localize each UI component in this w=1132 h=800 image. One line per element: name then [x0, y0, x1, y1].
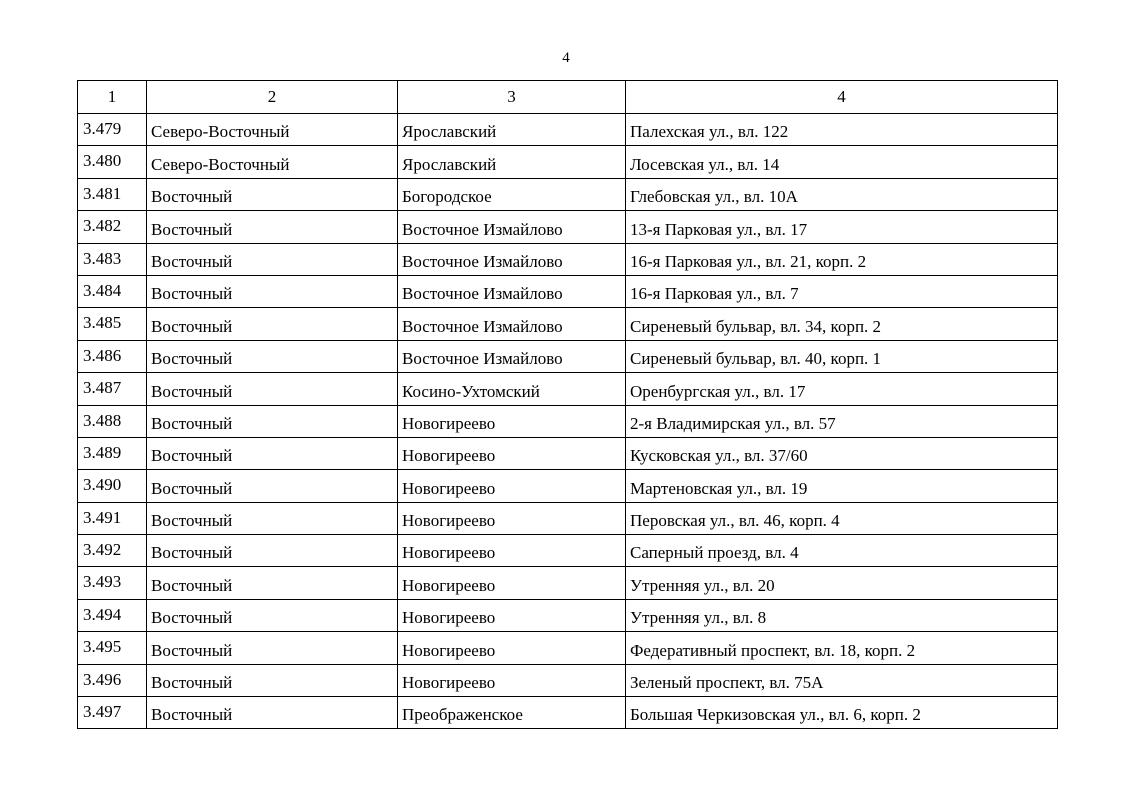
area-cell: Новогиреево: [398, 405, 626, 437]
address-cell: Утренняя ул., вл. 20: [626, 567, 1058, 599]
row-number-cell: 3.487: [78, 373, 147, 405]
row-number-cell: 3.486: [78, 340, 147, 372]
table-row: [78, 502, 1058, 534]
address-cell: Лосевская ул., вл. 14: [626, 146, 1058, 178]
area-cell: Ярославский: [398, 146, 626, 178]
address-cell: 13-я Парковая ул., вл. 17: [626, 211, 1058, 243]
area-cell: Восточное Измайлово: [398, 340, 626, 372]
row-number-cell: 3.490: [78, 470, 147, 502]
table-row: [78, 146, 1058, 178]
district-cell: Восточный: [147, 405, 398, 437]
header-row: [78, 81, 1058, 114]
area-cell: Восточное Измайлово: [398, 211, 626, 243]
area-cell: Богородское: [398, 178, 626, 210]
address-cell: Палехская ул., вл. 122: [626, 114, 1058, 146]
table-row: [78, 243, 1058, 275]
row-number-cell: 3.494: [78, 599, 147, 631]
row-number-cell: 3.482: [78, 211, 147, 243]
area-cell: Преображенское: [398, 697, 626, 729]
table-row: [78, 373, 1058, 405]
row-number-cell: 3.485: [78, 308, 147, 340]
area-cell: Новогиреево: [398, 599, 626, 631]
row-number-cell: 3.492: [78, 535, 147, 567]
district-cell: Восточный: [147, 535, 398, 567]
district-cell: Восточный: [147, 664, 398, 696]
address-cell: Зеленый проспект, вл. 75А: [626, 664, 1058, 696]
district-cell: Восточный: [147, 178, 398, 210]
district-cell: Восточный: [147, 697, 398, 729]
table-row: [78, 599, 1058, 631]
row-number-cell: 3.480: [78, 146, 147, 178]
area-cell: Новогиреево: [398, 502, 626, 534]
table-row: [78, 178, 1058, 210]
area-cell: Новогиреево: [398, 535, 626, 567]
district-cell: Восточный: [147, 567, 398, 599]
area-cell: Новогиреево: [398, 437, 626, 469]
address-table: [77, 80, 1058, 729]
row-number-cell: 3.497: [78, 697, 147, 729]
area-cell: Новогиреево: [398, 567, 626, 599]
district-cell: Восточный: [147, 340, 398, 372]
row-number-cell: 3.483: [78, 243, 147, 275]
row-number-cell: 3.493: [78, 567, 147, 599]
district-cell: Восточный: [147, 275, 398, 307]
table-row: [78, 697, 1058, 729]
table-row: [78, 437, 1058, 469]
table-row: [78, 340, 1058, 372]
column-header: 2: [147, 81, 398, 114]
district-cell: Восточный: [147, 211, 398, 243]
district-cell: Северо-Восточный: [147, 114, 398, 146]
address-cell: Сиреневый бульвар, вл. 34, корп. 2: [626, 308, 1058, 340]
district-cell: Северо-Восточный: [147, 146, 398, 178]
table-row: [78, 211, 1058, 243]
address-cell: Перовская ул., вл. 46, корп. 4: [626, 502, 1058, 534]
district-cell: Восточный: [147, 437, 398, 469]
address-cell: 16-я Парковая ул., вл. 7: [626, 275, 1058, 307]
address-cell: Мартеновская ул., вл. 19: [626, 470, 1058, 502]
table-row: [78, 535, 1058, 567]
row-number-cell: 3.484: [78, 275, 147, 307]
table-row: [78, 664, 1058, 696]
district-cell: Восточный: [147, 632, 398, 664]
district-cell: Восточный: [147, 243, 398, 275]
row-number-cell: 3.479: [78, 114, 147, 146]
area-cell: Восточное Измайлово: [398, 308, 626, 340]
row-number-cell: 3.489: [78, 437, 147, 469]
table-row: [78, 114, 1058, 146]
address-cell: Глебовская ул., вл. 10А: [626, 178, 1058, 210]
address-cell: Кусковская ул., вл. 37/60: [626, 437, 1058, 469]
area-cell: Новогиреево: [398, 470, 626, 502]
area-cell: Косино-Ухтомский: [398, 373, 626, 405]
table-row: [78, 567, 1058, 599]
table-row: [78, 275, 1058, 307]
district-cell: Восточный: [147, 502, 398, 534]
row-number-cell: 3.491: [78, 502, 147, 534]
table-body: [78, 114, 1058, 729]
page-number: 4: [562, 50, 570, 66]
table-row: [78, 308, 1058, 340]
address-cell: 16-я Парковая ул., вл. 21, корп. 2: [626, 243, 1058, 275]
area-cell: Ярославский: [398, 114, 626, 146]
table-row: [78, 470, 1058, 502]
address-cell: Федеративный проспект, вл. 18, корп. 2: [626, 632, 1058, 664]
area-cell: Новогиреево: [398, 664, 626, 696]
column-header: 1: [78, 81, 147, 114]
address-cell: Утренняя ул., вл. 8: [626, 599, 1058, 631]
address-cell: Большая Черкизовская ул., вл. 6, корп. 2: [626, 697, 1058, 729]
column-header: 3: [398, 81, 626, 114]
district-cell: Восточный: [147, 373, 398, 405]
area-cell: Восточное Измайлово: [398, 275, 626, 307]
address-cell: Сиреневый бульвар, вл. 40, корп. 1: [626, 340, 1058, 372]
address-cell: Оренбургская ул., вл. 17: [626, 373, 1058, 405]
table-row: [78, 632, 1058, 664]
row-number-cell: 3.495: [78, 632, 147, 664]
address-cell: Саперный проезд, вл. 4: [626, 535, 1058, 567]
table-row: [78, 405, 1058, 437]
area-cell: Восточное Измайлово: [398, 243, 626, 275]
district-cell: Восточный: [147, 599, 398, 631]
row-number-cell: 3.496: [78, 664, 147, 696]
district-cell: Восточный: [147, 308, 398, 340]
address-cell: 2-я Владимирская ул., вл. 57: [626, 405, 1058, 437]
row-number-cell: 3.481: [78, 178, 147, 210]
row-number-cell: 3.488: [78, 405, 147, 437]
column-header: 4: [626, 81, 1058, 114]
district-cell: Восточный: [147, 470, 398, 502]
area-cell: Новогиреево: [398, 632, 626, 664]
